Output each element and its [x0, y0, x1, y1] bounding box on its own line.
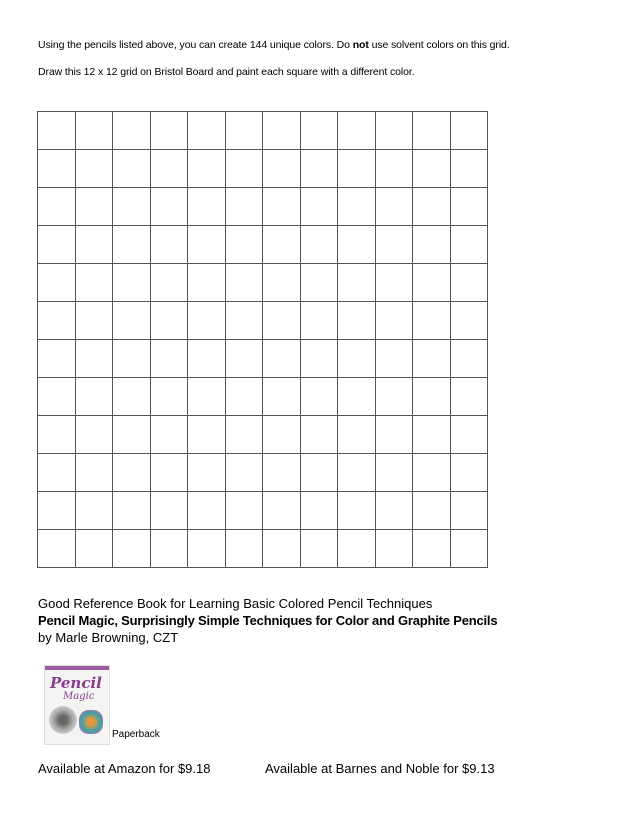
instruction-text: Using the pencils listed above, you can create 144 unique colors. Do — [38, 39, 353, 51]
grid-cell — [151, 378, 189, 416]
book-author: by Marle Browning, CZT — [38, 630, 179, 645]
grid-cell — [376, 492, 414, 530]
grid-cell — [263, 264, 301, 302]
grid-cell — [76, 492, 114, 530]
grid-cell — [301, 264, 339, 302]
grid-cell — [226, 340, 264, 378]
instruction-line-1 — [38, 39, 510, 51]
grid-cell — [226, 264, 264, 302]
grid-cell — [413, 530, 451, 568]
grid-cell — [226, 112, 264, 150]
grid-cell — [263, 226, 301, 264]
grid-cell — [113, 112, 151, 150]
grid-cell — [188, 188, 226, 226]
grid-cell — [451, 454, 489, 492]
grid-cell — [113, 264, 151, 302]
grid-cell — [151, 340, 189, 378]
grid-cell — [113, 340, 151, 378]
grid-cell — [338, 454, 376, 492]
grid-cell — [151, 112, 189, 150]
grid-cell — [151, 264, 189, 302]
grid-cell — [188, 112, 226, 150]
grid-cell — [413, 416, 451, 454]
grid-cell — [226, 454, 264, 492]
grid-cell — [451, 416, 489, 454]
grid-cell — [76, 188, 114, 226]
grid-cell — [301, 454, 339, 492]
grid-cell — [301, 340, 339, 378]
grid-cell — [301, 416, 339, 454]
cover-flower-drawing — [49, 706, 77, 734]
grid-cell — [38, 302, 76, 340]
grid-cell — [226, 530, 264, 568]
grid-cell — [188, 530, 226, 568]
grid-cell — [451, 112, 489, 150]
grid-cell — [226, 226, 264, 264]
grid-cell — [188, 340, 226, 378]
grid-cell — [376, 530, 414, 568]
grid-cell — [451, 188, 489, 226]
grid-cell — [113, 492, 151, 530]
grid-cell — [301, 378, 339, 416]
grid-cell — [376, 454, 414, 492]
grid-cell — [188, 378, 226, 416]
grid-cell — [301, 302, 339, 340]
reference-heading: Good Reference Book for Learning Basic Colored Pencil Techniques — [38, 596, 433, 611]
grid-cell — [113, 530, 151, 568]
grid-cell — [451, 492, 489, 530]
grid-cell — [338, 416, 376, 454]
grid-cell — [413, 378, 451, 416]
grid-cell — [413, 340, 451, 378]
grid-cell — [188, 302, 226, 340]
grid-cell — [451, 264, 489, 302]
grid-cell — [226, 492, 264, 530]
grid-cell — [301, 530, 339, 568]
grid-cell — [38, 530, 76, 568]
grid-cell — [451, 150, 489, 188]
grid-cell — [38, 416, 76, 454]
grid-cell — [413, 264, 451, 302]
grid-cell — [38, 226, 76, 264]
grid-cell — [301, 226, 339, 264]
grid-cell — [38, 378, 76, 416]
grid-cell — [38, 492, 76, 530]
grid-cell — [263, 454, 301, 492]
grid-cell — [413, 112, 451, 150]
color-grid — [37, 111, 488, 568]
grid-cell — [301, 492, 339, 530]
grid-cell — [38, 340, 76, 378]
grid-cell — [151, 454, 189, 492]
grid-cell — [38, 264, 76, 302]
book-title: Pencil Magic, Surprisingly Simple Techniques for Color and Graphite Pencils — [38, 613, 498, 628]
grid-cell — [376, 302, 414, 340]
grid-cell — [76, 264, 114, 302]
grid-cell — [376, 416, 414, 454]
grid-cell — [413, 188, 451, 226]
barnes-noble-price: Available at Barnes and Noble for $9.13 — [265, 761, 495, 776]
grid-cell — [113, 302, 151, 340]
grid-cell — [413, 226, 451, 264]
emphasis-not: not — [352, 39, 369, 51]
grid-cell — [38, 112, 76, 150]
grid-cell — [76, 454, 114, 492]
cover-strip — [45, 666, 109, 670]
grid-cell — [76, 530, 114, 568]
grid-cell — [451, 378, 489, 416]
grid-cell — [376, 112, 414, 150]
grid-cell — [338, 150, 376, 188]
grid-cell — [151, 530, 189, 568]
grid-cell — [376, 378, 414, 416]
grid-cell — [451, 302, 489, 340]
grid-cell — [226, 188, 264, 226]
grid-cell — [413, 150, 451, 188]
grid-cell — [113, 188, 151, 226]
grid-cell — [376, 150, 414, 188]
grid-cell — [263, 340, 301, 378]
grid-cell — [338, 226, 376, 264]
grid-cell — [376, 340, 414, 378]
cover-color-flower — [79, 710, 103, 734]
grid-cell — [76, 378, 114, 416]
grid-cell — [188, 416, 226, 454]
grid-cell — [451, 340, 489, 378]
grid-cell — [151, 492, 189, 530]
instruction-text: use solvent colors on this grid. — [368, 39, 510, 51]
grid-cell — [263, 416, 301, 454]
grid-cell — [188, 454, 226, 492]
grid-cell — [263, 302, 301, 340]
grid-cell — [38, 454, 76, 492]
grid-cell — [301, 112, 339, 150]
grid-cell — [338, 492, 376, 530]
grid-cell — [113, 226, 151, 264]
grid-cell — [113, 150, 151, 188]
grid-cell — [451, 530, 489, 568]
grid-cell — [413, 454, 451, 492]
grid-cell — [151, 150, 189, 188]
grid-cell — [413, 492, 451, 530]
grid-cell — [263, 188, 301, 226]
grid-cell — [151, 302, 189, 340]
grid-cell — [38, 188, 76, 226]
amazon-price: Available at Amazon for $9.18 — [38, 761, 211, 776]
grid-cell — [226, 150, 264, 188]
grid-cell — [263, 150, 301, 188]
grid-cell — [188, 150, 226, 188]
grid-cell — [188, 492, 226, 530]
grid-cell — [301, 150, 339, 188]
instruction-line-2: Draw this 12 x 12 grid on Bristol Board and paint each square with a different color. — [38, 66, 415, 78]
grid-cell — [413, 302, 451, 340]
grid-cell — [76, 302, 114, 340]
format-label: Paperback — [112, 729, 160, 740]
grid-cell — [226, 378, 264, 416]
grid-cell — [188, 264, 226, 302]
grid-cell — [451, 226, 489, 264]
grid-cell — [76, 112, 114, 150]
grid-cell — [263, 492, 301, 530]
grid-cell — [38, 150, 76, 188]
grid-cell — [263, 530, 301, 568]
cover-title: Pencil — [50, 674, 102, 692]
grid-cell — [338, 378, 376, 416]
book-cover-image — [44, 665, 110, 745]
grid-cell — [376, 188, 414, 226]
grid-cell — [226, 302, 264, 340]
grid-cell — [376, 264, 414, 302]
grid-cell — [76, 226, 114, 264]
grid-cell — [263, 112, 301, 150]
grid-cell — [263, 378, 301, 416]
grid-cell — [76, 150, 114, 188]
grid-cell — [151, 416, 189, 454]
grid-cell — [151, 226, 189, 264]
grid-cell — [338, 340, 376, 378]
grid-cell — [226, 416, 264, 454]
grid-cell — [338, 112, 376, 150]
grid-cell — [338, 264, 376, 302]
cover-subtitle: Magic — [63, 691, 95, 702]
grid-cell — [113, 416, 151, 454]
grid-cell — [338, 530, 376, 568]
grid-cell — [376, 226, 414, 264]
grid-cell — [338, 188, 376, 226]
grid-cell — [76, 416, 114, 454]
grid-cell — [151, 188, 189, 226]
grid-cell — [301, 188, 339, 226]
grid-cell — [76, 340, 114, 378]
grid-cell — [338, 302, 376, 340]
grid-cell — [188, 226, 226, 264]
grid-cell — [113, 454, 151, 492]
grid-cell — [113, 378, 151, 416]
